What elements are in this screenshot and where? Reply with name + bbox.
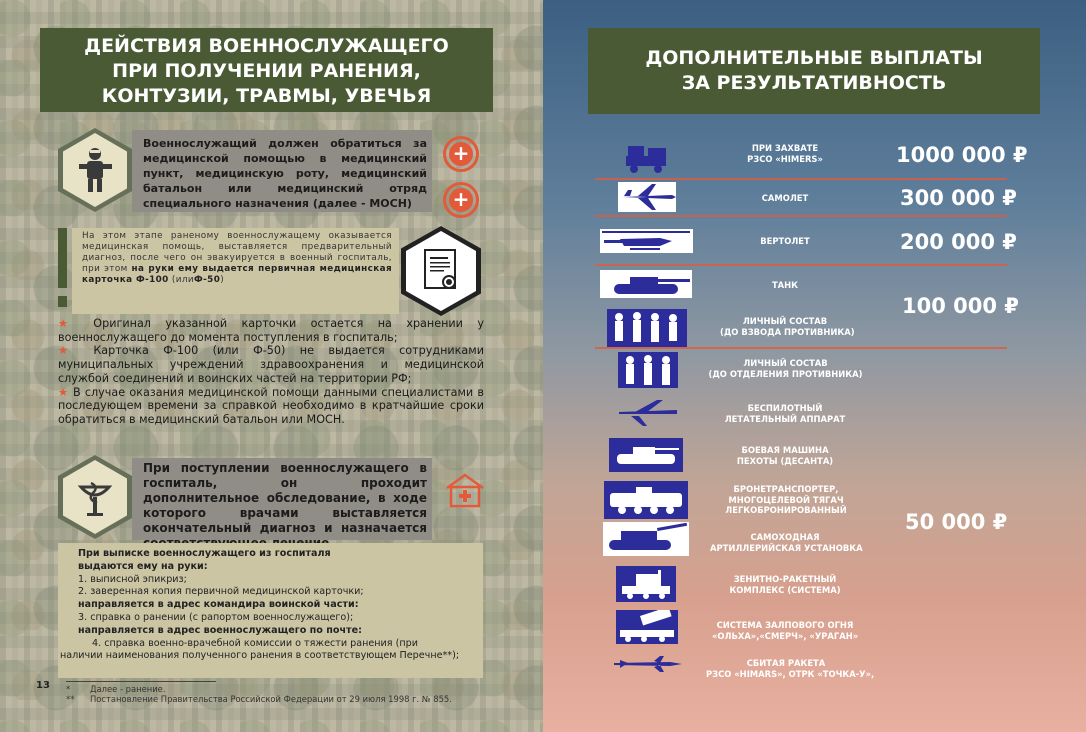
list-heading: направляется в адрес командира воинской части: [78,599,359,611]
right-title-line-1: ДОПОЛНИТЕЛЬНЫЕ ВЫПЛАТЫ [645,47,983,69]
row-label-tank: ТАНК [771,280,799,290]
right-title [588,28,1040,114]
jet-icon [618,182,676,212]
list-item: 1. выписной эпикриз; [78,573,187,585]
list-heading: При выписке военнослужащего из госпиталя [78,548,331,559]
list-item: 2. заверенная копия первичной медицинской карточки; [78,586,364,598]
certificate-badge [401,226,481,316]
info-exclamation-dot [58,296,67,307]
section2-text: При поступлении военнослужащего в госпиталь, он проходит дополнительное обследование, в ходе которого врачами выставляется окончательный диагноз и назначается [143,461,427,535]
drone-icon [617,396,679,430]
info-exclamation-bar [58,228,67,288]
row-label-squad: ЛИЧНЫЙ СОСТАВ (ДО ОТДЕЛЕНИЯ ПРОТИВНИКА) [708,358,863,379]
footnote-divider [66,681,216,682]
row-label-mlrs-capture: ПРИ ЗАХВАТЕ РЗСО «HIMERS» [747,143,823,164]
sam-system-icon [616,566,676,602]
ifv-icon [609,438,683,472]
left-title [40,28,493,112]
list-item: наличии наименования полученного ранения в соответствующем Перечне**); [60,650,460,662]
row-label-sam: ЗЕНИТНО-РАКЕТНЫЙ КОМПЛЕКС (СИСТЕМА) [729,574,841,595]
list-heading: выдаются ему на руки: [78,560,208,572]
footnotes [66,684,452,704]
row-label-ifv: БОЕВАЯ МАШИНА ПЕХОТЫ (ДЕСАНТА) [736,445,834,466]
section1-text: Военнослужащий должен обратиться за медицинской помощью в медицинский пункт, медицинскую роту, медицинский батальон или медицинский отряд специального назначения (далее - МОСН) [143,137,427,210]
row-label-mlrs: СИСТЕМА ЗАЛПОВОГО ОГНЯ «ОЛЬХА»,«СМЕРЧ», «УРАГАН» [712,620,859,641]
helicopter-icon [600,229,693,253]
soldiers-group-icon [607,309,687,347]
row-label-drone: БЕСПИЛОТНЫЙ ЛЕТАТЕЛЬНЫЙ АППАРАТ [724,403,846,424]
row-label-apc: БРОНЕТРАНСПОРТЕР, МНОГОЦЕЛЕВОЙ ТЯГАЧ ЛЕГКОБРОНИРОВАННЫЙ [725,484,847,515]
list-heading: направляется в адрес военнослужащего по почте: [78,624,362,636]
info-text-tail-bold: Ф-50 [194,275,221,285]
info-text [82,231,392,286]
star-icon: ★ [58,385,73,399]
list-item: 3. справка о ранении (с рапортом военнослужащего); [78,611,354,623]
bowl-of-hygieia-icon [73,473,117,521]
row-label-missile: СБИТАЯ РАКЕТА РЗСО «HIMARS», ОТРК «ТОЧКА-У», [706,658,875,679]
row-label-spg: САМОХОДНАЯ АРТИЛЛЕРИЙСКАЯ УСТАНОВКА [710,532,863,553]
info-text-bold: на руки ему выдается первичная медицинская карточка Ф-100 [82,264,393,285]
footnote-2: ** Постановление Правительства Российской Федерации от 29 июля 1998 г. № 855. [66,694,452,704]
list-item: 4. справка военно-врачебной комиссии о тяжести ранения (при [92,637,418,649]
medical-cross-icon-2: + [443,182,479,218]
bullet-item: ★ Карточка Ф-100 (или Ф-50) не выдается сотрудниками муниципальных учреждений здравоохранения и медицинской службой соединений и воинских частей на территории РФ; [58,344,484,385]
row-label-platoon: ЛИЧНЫЙ СОСТАВ (ДО ВЗВОДА ПРОТИВНИКА) [720,316,855,337]
footnote-1: * Далее - ранение. [66,684,166,694]
tank-icon [600,270,692,298]
spg-icon [603,522,689,556]
amount-100000: 100 000 ₽ [902,294,1019,318]
wounded-soldier-badge [58,128,132,212]
row-divider [595,178,1007,180]
soldiers-squad-icon [618,352,678,388]
star-icon: ★ [58,317,94,330]
left-title-line-3: КОНТУЗИИ, ТРАВМЫ, УВЕЧЬЯ [101,85,432,107]
info-text-close: ) [220,275,225,285]
certificate-icon [421,248,461,294]
row-label-aircraft: САМОЛЕТ [761,193,809,203]
left-title-line-1: ДЕЙСТВИЯ ВОЕННОСЛУЖАЩЕГО [84,35,449,57]
wounded-soldier-icon [73,146,117,194]
mlrs-truck-icon [624,142,670,174]
rocket-launcher-icon [616,610,678,644]
bullet-item: ★ В случае оказания медицинской помощи данными специалистами в последующем времени за справкой необходимо в кратчайшие сроки обратиться в медицинский батальон или МОСН. [58,385,484,426]
medicine-badge [58,455,132,539]
bullet-item: ★ Оригинал указанной карточки остается на хранении у военнослужащего до момента поступления в госпиталь; [58,317,484,344]
apc-icon [604,481,688,519]
discharge-documents-list [60,548,480,663]
amount-300000: 300 000 ₽ [900,186,1017,210]
info-text-normal: На этом этапе раненому военнослужащему оказывается медицинская помощь, выставляется предварительный диагноз, после чего он эвакуируется в военный госпиталь, при этом [82,231,392,274]
medical-cross-icon: + [443,136,479,172]
info-text-tail: (или [171,275,194,285]
bullet-list [58,317,484,427]
amount-200000: 200 000 ₽ [900,230,1017,254]
amount-1000000: 1000 000 ₽ [896,143,1028,167]
row-divider [595,215,1007,217]
row-divider [595,264,1007,266]
page-number: 13 [36,680,50,691]
star-icon: ★ [58,344,94,358]
hospital-icon [444,472,486,508]
amount-50000: 50 000 ₽ [905,510,1008,534]
row-divider [595,347,1007,349]
left-title-line-2: ПРИ ПОЛУЧЕНИИ РАНЕНИЯ, [112,60,421,82]
row-label-helicopter: ВЕРТОЛЕТ [760,236,810,246]
missile-icon [610,652,684,676]
right-title-line-2: ЗА РЕЗУЛЬТАТИВНОСТЬ [681,72,947,94]
